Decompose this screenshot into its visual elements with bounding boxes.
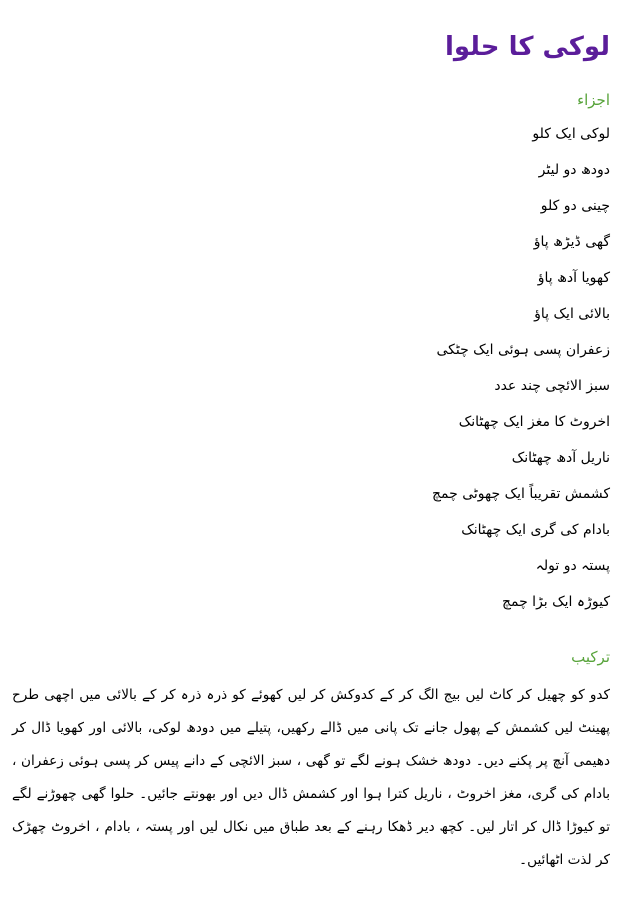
recipe-title: لوکی کا حلوا <box>444 32 610 62</box>
ingredient-item: کیوڑہ ایک بڑا چمچ <box>501 594 610 610</box>
ingredient-item: دودھ دو لیٹر <box>538 162 610 178</box>
ingredient-item: ناریل آدھ چھٹانک <box>511 450 610 466</box>
ingredients-list <box>10 116 610 620</box>
method-paragraph: کدو کو چھیل کر کاٹ لیں بیج الگ کر کے کدوکش کر لیں کھوئے کو ذرہ ذرہ کر کے بالائی میں اچھی طرح پھینٹ لیں کشمش کے پھول جانے تک پانی میں ڈالے رکھیں، پتیلے میں دودھ لوکی، بالائی اور کھویا ڈال کر دھیمی آنچ پر پکنے دیں۔ دودھ خشک ہونے لگے تو گھی ، سبز الائچی کے دانے پیس کر پسی ہوئی زعفران ، بادام کی گری، مغز اخروٹ ، ناریل کترا ہوا اور کشمش ڈال دیں اور بھونتے جائیں۔ حلوا گھی چھوڑنے لگے تو کیوڑا ڈال کر اتار لیں۔ کچھ دیر ڈھکا رہنے کے بعد طباق میں نکال لیں اور پستہ ، بادام ، اخروٹ چھڑک کر لذت اٹھائیں۔ <box>12 687 610 868</box>
ingredient-item: کھویا آدھ پاؤ <box>537 270 610 286</box>
ingredient-item: گھی ڈیڑھ پاؤ <box>533 234 610 250</box>
ingredients-heading: اجزاء <box>577 91 610 109</box>
ingredient-item: زعفران پسی ہوئی ایک چٹکی <box>436 342 610 358</box>
ingredient-item: سبز الائچی چند عدد <box>494 378 610 394</box>
ingredient-item: کشمش تقریباً ایک چھوٹی چمچ <box>432 486 610 502</box>
ingredient-item: چینی دو کلو <box>540 198 610 214</box>
ingredient-item: لوکی ایک کلو <box>532 126 610 142</box>
method-heading: ترکیب <box>571 648 610 666</box>
ingredient-item: پستہ دو تولہ <box>535 558 610 574</box>
ingredient-item: اخروٹ کا مغز ایک چھٹانک <box>458 414 610 430</box>
ingredient-item: بالائی ایک پاؤ <box>534 306 610 322</box>
ingredient-item: بادام کی گری ایک چھٹانک <box>461 522 610 538</box>
